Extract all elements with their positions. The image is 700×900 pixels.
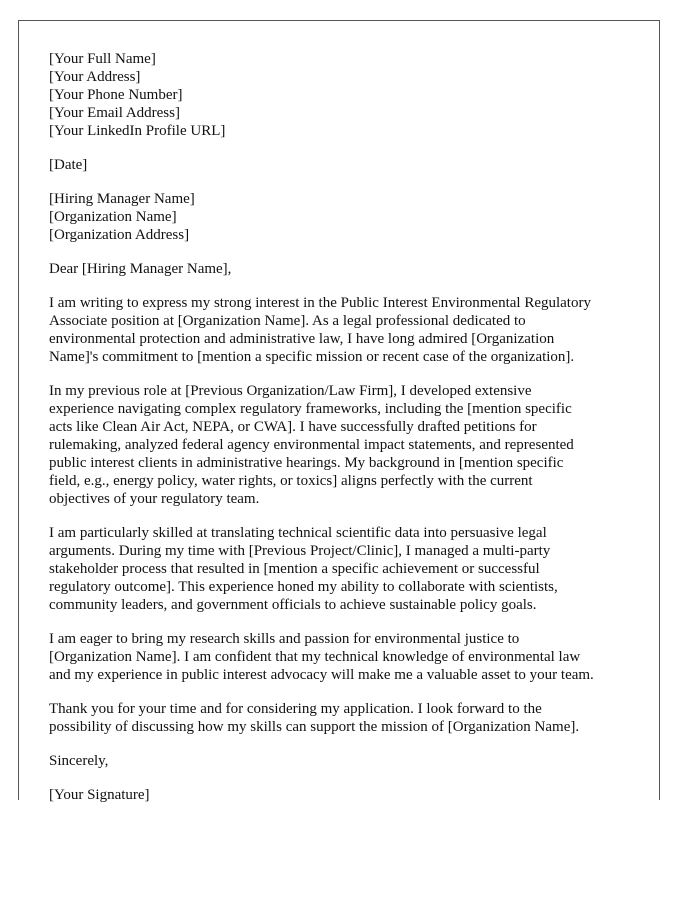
paragraph-line: field, e.g., energy policy, water rights, or toxics] aligns perfectly with the current: [49, 473, 533, 489]
paragraph-line: Thank you for your time and for considering my application. I look forward to the: [49, 701, 542, 717]
paragraph-line: objectives of your regulatory team.: [49, 491, 260, 507]
sender-linkedin: [Your LinkedIn Profile URL]: [49, 123, 226, 139]
signature: [Your Signature]: [49, 787, 150, 803]
signature-block: [49, 786, 639, 804]
body-paragraph-2: [49, 382, 639, 508]
closing: Sincerely,: [49, 753, 109, 769]
paragraph-line: [Organization Name]. I am confident that my technical knowledge of environmental law: [49, 649, 581, 665]
body-paragraph-1: [49, 294, 639, 366]
paragraph-line: Name]'s commitment to [mention a specific mission or recent case of the organization].: [49, 349, 575, 365]
paragraph-line: community leaders, and government officials to achieve sustainable policy goals.: [49, 597, 537, 613]
sender-phone: [Your Phone Number]: [49, 87, 183, 103]
body-paragraph-4: [49, 630, 639, 684]
paragraph-line: possibility of discussing how my skills can support the mission of [Organization Name].: [49, 719, 580, 735]
paragraph-line: I am writing to express my strong interest in the Public Interest Environmental Regulatory: [49, 295, 591, 311]
paragraph-line: I am eager to bring my research skills and passion for environmental justice to: [49, 631, 520, 647]
paragraph-line: stakeholder process that resulted in [mention a specific achievement or successful: [49, 561, 540, 577]
sender-block: [49, 50, 639, 140]
sender-name: [Your Full Name]: [49, 51, 156, 67]
paragraph-line: rulemaking, analyzed federal agency environmental impact statements, and represented: [49, 437, 574, 453]
paragraph-line: experience navigating complex regulatory frameworks, including the [mention specific: [49, 401, 572, 417]
recipient-address: [Organization Address]: [49, 227, 190, 243]
sender-address: [Your Address]: [49, 69, 141, 85]
recipient-name: [Hiring Manager Name]: [49, 191, 195, 207]
salutation: Dear [Hiring Manager Name],: [49, 261, 232, 277]
letter-page: [18, 20, 660, 803]
paragraph-line: I am particularly skilled at translating technical scientific data into persuasive legal: [49, 525, 547, 541]
salutation-block: [49, 260, 639, 278]
paragraph-line: acts like Clean Air Act, NEPA, or CWA]. I have successfully drafted petitions for: [49, 419, 537, 435]
body-paragraph-5: [49, 700, 639, 736]
body-paragraph-3: [49, 524, 639, 614]
recipient-block: [49, 190, 639, 244]
paragraph-line: arguments. During my time with [Previous Project/Clinic], I managed a multi-party: [49, 543, 551, 559]
paragraph-line: and my experience in public interest advocacy will make me a valuable asset to your team.: [49, 667, 594, 683]
paragraph-line: Associate position at [Organization Name]. As a legal professional dedicated to: [49, 313, 526, 329]
recipient-organization: [Organization Name]: [49, 209, 177, 225]
date-block: [49, 156, 639, 174]
paragraph-line: public interest clients in administrative hearings. My background in [mention specific: [49, 455, 564, 471]
closing-block: [49, 752, 639, 770]
letter-date: [Date]: [49, 157, 88, 173]
letter-content: [49, 50, 639, 820]
paragraph-line: regulatory outcome]. This experience honed my ability to collaborate with scientists,: [49, 579, 558, 595]
paragraph-line: environmental protection and administrative law, I have long admired [Organization: [49, 331, 555, 347]
paragraph-line: In my previous role at [Previous Organization/Law Firm], I developed extensive: [49, 383, 532, 399]
sender-email: [Your Email Address]: [49, 105, 180, 121]
